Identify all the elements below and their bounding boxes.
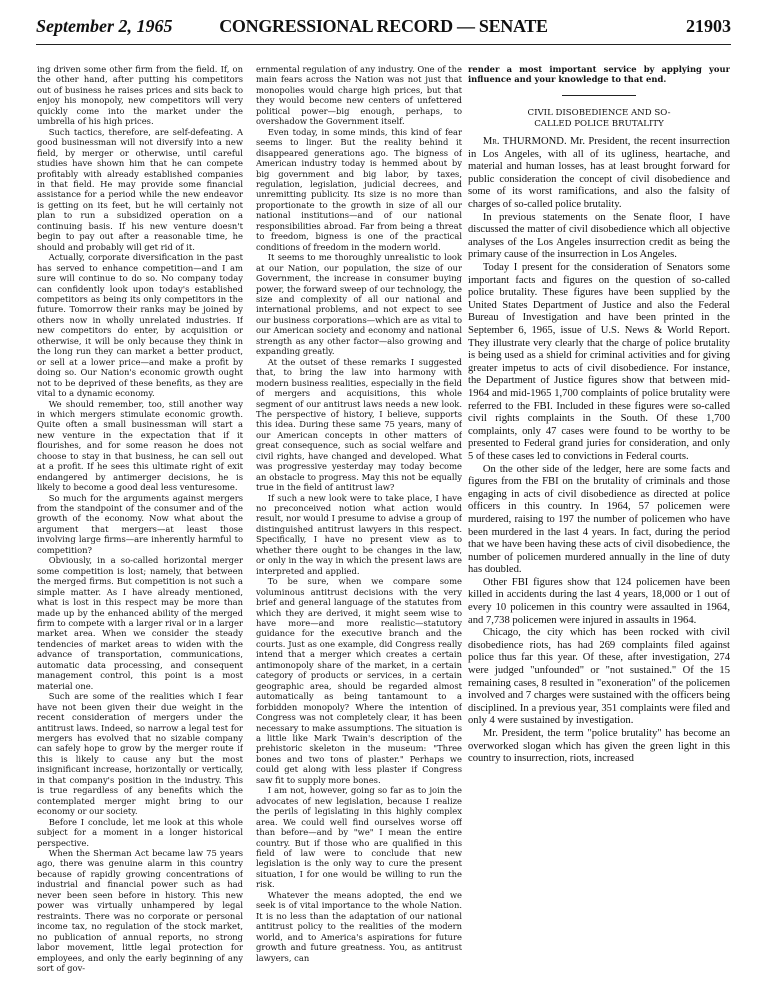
section-title	[468, 108, 730, 129]
paragraph: Even today, in some minds, this kind of fear seems to linger. But the reality behind it disappeared generations ago. The bigness of American industry today is hemmed about by big government and big labor, by taxes, regulation, legislation, judicial decrees, and unremitting publicity. Its size is no more than proportionate to the growth in size of all our national institutions—and of our national responsibilities abroad. Far from being a threat to freedom, bigness is one of the practical conditions of freedom in the modern world.	[256, 126, 462, 252]
paragraph: In previous statements on the Senate floor, I have discussed the matter of civil disobedience which all objective analyses of the Los Angeles insurrection credit as being the primary cause of the insurrection in Los Angeles.	[468, 211, 730, 261]
lead-paragraph: render a most important service by applying your influence and your knowledge to that end.	[468, 64, 730, 85]
paragraph: We should remember, too, still another way in which mergers stimulate economic growth. Quite often a small businessman will start a new venture in the expectation that if it flourishes, and for some reason he does not choose to stay in that business, he can sell out at a profit. If he sees this ultimate right of exit endangered by antimerger decisions, he is likely to become a good deal less venturesome.	[37, 398, 243, 493]
paragraph: I am not, however, going so far as to join the advocates of new legislation, because I realize the perils of legislating in this highly complex area. We could well find ourselves worse off than before—and by "we" I mean the entire country. But if those who are qualified in this field of law were to conclude that new legislation is the only way to cure the present situation, I for one would be willing to run the risk.	[256, 785, 462, 890]
paragraph: Obviously, in a so-called horizontal merger some competition is lost; namely, that between the merged firms. But competition is not such a simple matter. As I have already mentioned, what is lost in this respect may be more than made up by the enhanced ability of the merged firm to compete with a larger rival or in a larger market area. When we consider the steady tendencies of market areas to widen with the advance of transportation, communications, automatic data processing, and consequent management control, this point is a most material one.	[37, 555, 243, 691]
section-title-line: CALLED POLICE BRUTALITY	[534, 118, 664, 129]
paragraph: Before I conclude, let me look at this whole subject for a moment in a longer historical perspective.	[37, 816, 243, 848]
header-page-number: 21903	[686, 16, 731, 36]
section-divider	[562, 95, 636, 96]
paragraph: Such are some of the realities which I fear have not been given their due weight in the recent consideration of mergers under the antitrust laws. Indeed, so narrow a legal test for mergers has evolved that no sizable company can safely hope to grow by the merger route if this is likely to cause any but the most insignificant increase, horizontally or vertically, in that company's position in the industry. This is true regardless of any benefits which the contemplated merger might bring to our economy or our society.	[37, 691, 243, 817]
paragraph: At the outset of these remarks I suggested that, to bring the law into harmony with modern business realities, especially in the field of mergers and acquisitions, this whole segment of our antitrust laws needs a new look. The perspective of history, I believe, supports this idea. During these same 75 years, many of our American concepts in other matters of great consequence, such as social welfare and civil rights, have changed and developed. What was progressive yesterday may today become an obstacle to progress. May this not be equally true in the field of antitrust law?	[256, 356, 462, 493]
paragraph: Whatever the means adopted, the end we seek is of vital importance to the whole Nation. It is no less than the adaptation of our national antitrust policy to the realities of the modern world, and to America's aspirations for future growth and future greatness. You, as antitrust lawyers, can	[256, 889, 462, 963]
paragraph: ernmental regulation of any industry. One of the main fears across the Nation was not just that monopolies would charge high prices, but that they would become new centers of unfettered political power—big enough, perhaps, to overshadow the Government itself.	[256, 64, 462, 127]
paragraph: Actually, corporate diversification in the past has served to enhance competition—and I am sure will continue to do so. No company today can confidently look upon today's established competitors as being its only competitors in the future. Tomorrow their ranks may be joined by others now in wholly unrelated industries. If new competitors do enter, by acquisition or otherwise, it will be only because they think in the long run they can market a better product, or sell at a lower price—and make a profit by doing so. Our Nation's economic growth ought not to be deprived of these benefits, as they are vital to a dynamic economy.	[37, 252, 243, 399]
header-title: CONGRESSIONAL RECORD — SENATE	[219, 16, 548, 36]
paragraph: Mr. President, the term "police brutality" has become an overworked slogan which has given the green light in this country to insurrection, riots, increased	[468, 728, 730, 765]
paragraph: It seems to me thoroughly unrealistic to look at our Nation, our population, the size of our Government, the increase in consumer buying power, the forward sweep of our technology, the size and complexity of all our national and international problems, and not expect to see our business corporations—which are as vital to our American society and economy and national strength as any other factor—also growing and expanding greatly.	[256, 252, 462, 357]
column-3	[468, 64, 730, 766]
paragraph: ing driven some other firm from the field. If, on the other hand, after putting his competitors out of business he raises prices and sits back to enjoy his monopoly, new competitors will very quickly come into the market under the umbrella of his high prices.	[37, 64, 243, 127]
paragraph: On the other side of the ledger, here are some facts and figures from the FBI on the brutality of criminals and those engaging in acts of civil disobedience as directed at police officers in this country. In 1964, 57 policemen were murdered, raising to 197 the number of policemen who have been murdered in the last 4 years. In fact, during the period that we have been having these acts of civil disobedience, the number of policemen murdered annually in the line of duty has doubled.	[468, 463, 730, 576]
header-date: September 2, 1965	[36, 16, 173, 36]
speaker-name: Mr. THURMOND.	[482, 136, 567, 148]
paragraph: Chicago, the city which has been rocked with civil disobedience riots, has had 269 complaints filed against police thus far this year. Of these, after investigation, 274 were judged "unfounded" or "not sustained." Of the 15 remaining cases, 8 resulted in "exoneration" of the policemen involved and 7 charges were sustained with the officers being disciplined. In a previous year, 351 complaints were filed and only 4 were sustained by investigation.	[468, 627, 730, 727]
paragraph: When the Sherman Act became law 75 years ago, there was genuine alarm in this country because of rapidly growing concentrations of industrial and financial power such as had never been seen before in history. This new power was virtually unhampered by legal restraints. There was no corporate or personal income tax, no regulation of the stock market, no publication of annual reports, no strong labor movement, little legal protection for employees, and only the early beginning of any sort of gov-	[37, 847, 243, 973]
paragraph: Other FBI figures show that 124 policemen have been killed in accidents during the last 4 years, 18,000 or 1 out of every 10 policemen in this country were assaulted in 1964, and 7,738 policemen were injured in assaults in 1964.	[468, 576, 730, 626]
paragraph: If such a new look were to take place, I have no preconceived notion what action would result, nor would I presume to advise a group of distinguished antitrust lawyers in this respect. Specifically, I have no present view as to whether there ought to be changes in the law, or only in the way in which the present laws are interpreted and applied.	[256, 492, 462, 576]
paragraph	[468, 136, 730, 212]
page-header	[36, 14, 731, 45]
paragraph: Such tactics, therefore, are self-defeating. A good businessman will not diversify into a new field, by merger or otherwise, until careful studies have shown him that he can compete profitably with already established companies in that field. He may provide some financial assistance for a period while the new endeavor is getting on its feet, but he will certainly not plan to run a subsidized operation on a continuing basis. If his new venture doesn't begin to pay out after a reasonable time, he should and probably will get rid of it.	[37, 126, 243, 252]
paragraph: To be sure, when we compare some voluminous antitrust decisions with the very brief and general language of the statutes from which they are derived, it might seem wise to have more—and more realistic—statutory guidance for the executive branch and the courts. Just as one example, did Congress really intend that a merger which creates a certain antimonopoly share of the market, in a certain category of products or services, in a certain geographic area, should be regarded almost automatically as being tantamount to a forbidden monopoly? Where the intention of Congress was not completely clear, it has been necessary to make assumptions. The situation is a little like Mark Twain's description of the prehistoric skeleton in the museum: "Three bones and two tons of plaster." Perhaps we could get along with less plaster if Congress saw fit to supply more bones.	[256, 576, 462, 785]
paragraph: Today I present for the consideration of Senators some important facts and figures on the question of so-called police brutality. These figures have been supplied by the United States Department of Justice and also the Federal Bureau of Investigation and have been printed in the September 6, 1965, issue of U.S. News & World Report. They illustrate very clearly that the charge of police brutality is being used as a shield for criminal activities and for giving greater impetus to acts of civil disobedience. For instance, the Department of Justice figures show that between mid-1964 and mid-1965 1,700 complaints of police brutality were referred to the FBI. Included in these figures were so-called civil rights complaints in the South. Of these 1,700 complaints, only 47 cases were found to be worthy to be presented to Federal grand juries for consideration, and only 5 of these cases led to convictions in Federal courts.	[468, 262, 730, 462]
paragraph-text: Mr. President, the recent insurrection in Los Angeles, with all of its ugliness, heartache, and material and human losses, has at least brought forward for public consideration the concept of civil disobedience and some of its worst ramifications, and also the falsity of charges of so-called police brutality.	[468, 136, 730, 211]
column-2	[256, 64, 462, 963]
section-title-line: CIVIL DISOBEDIENCE AND SO-	[527, 107, 671, 118]
column-1	[37, 64, 243, 973]
paragraph: So much for the arguments against mergers from the standpoint of the consumer and of the growth of the economy. Now what about the argument that mergers—at least those involving large firms—are inherently harmful to competition?	[37, 492, 243, 555]
